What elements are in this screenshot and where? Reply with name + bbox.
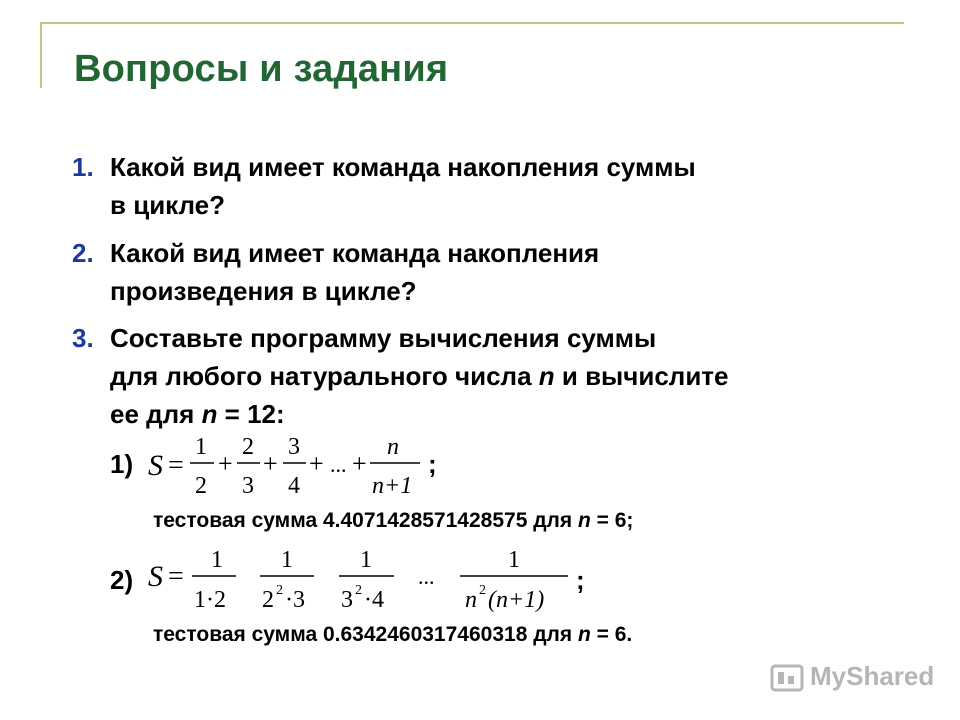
plus-sign: + — [352, 449, 367, 478]
text-run: и вычислите — [554, 361, 729, 391]
watermark-text: MyShared — [810, 661, 935, 691]
fraction-denominator-exponent: 2 — [479, 583, 486, 598]
question-1 — [72, 148, 696, 224]
question-text-line: Какой вид имеет команда накопления суммы — [110, 152, 696, 182]
text-run: тестовая сумма 0.6342460317460318 для — [153, 623, 578, 646]
fraction-numerator: 2 — [242, 434, 254, 460]
fraction-numerator: 1 — [195, 434, 207, 460]
fraction-numerator: 3 — [288, 434, 300, 460]
test-sum-1 — [153, 509, 633, 533]
question-text-line — [72, 395, 729, 433]
fraction-denominator: 4 — [288, 473, 300, 499]
question-3 — [72, 319, 729, 433]
slide-frame-top-line — [40, 22, 904, 24]
text-run: = 6; — [590, 509, 634, 532]
test-sum-2 — [153, 623, 632, 647]
fraction-denominator-exponent: 2 — [355, 583, 362, 598]
fraction-denominator: 3 — [242, 473, 254, 499]
slide-title: Вопросы и задания — [74, 48, 449, 90]
question-number: 1. — [72, 152, 94, 182]
formula-number: 1) — [110, 449, 134, 479]
fraction-denominator-base: 3 — [341, 587, 353, 613]
plus-sign: + — [309, 449, 324, 478]
plus-sign: + — [263, 449, 278, 478]
ellipsis: ... — [418, 564, 435, 589]
formula-symbol-s: S — [148, 449, 163, 482]
formula-symbol-s: S — [148, 560, 163, 593]
text-run: для любого натурального числа — [110, 361, 539, 391]
plus-sign: + — [218, 449, 233, 478]
fraction-denominator-tail: (n+1) — [488, 587, 545, 613]
question-text-line: произведения в цикле? — [110, 276, 417, 306]
question-text-line: в цикле? — [110, 190, 226, 220]
fraction-denominator: 2 — [195, 473, 207, 499]
fraction-numerator: 1 — [211, 547, 223, 573]
question-text-line — [72, 357, 729, 395]
formula-equals: = — [168, 561, 184, 592]
fraction-denominator-exponent: 2 — [276, 583, 283, 598]
question-text-line: Какой вид имеет команда накопления — [110, 238, 600, 268]
ellipsis: ... — [330, 452, 347, 477]
text-run: тестовая сумма 4.4071428571428575 для — [153, 509, 578, 532]
formula-2 — [148, 544, 578, 620]
question-number: 2. — [72, 238, 94, 268]
formula-number: 2) — [110, 565, 134, 595]
fraction-numerator: n — [387, 434, 399, 460]
fraction-denominator-base: 2 — [262, 587, 274, 613]
variable-n: n — [538, 361, 555, 391]
question-2 — [72, 234, 599, 310]
variable-n: n — [577, 623, 591, 646]
variable-n: n — [201, 399, 218, 429]
fraction-numerator: 1 — [360, 547, 372, 573]
fraction-numerator: 1 — [281, 547, 293, 573]
formula-2-semicolon: ; — [576, 565, 585, 595]
formula-1 — [148, 430, 428, 500]
fraction-denominator-base: n — [465, 587, 477, 613]
formula-equals: = — [168, 450, 184, 481]
variable-n: n — [577, 509, 591, 532]
fraction-denominator-tail: ·3 — [285, 587, 305, 613]
text-run: = 6. — [590, 623, 633, 646]
formula-1-semicolon: ; — [428, 449, 437, 479]
watermark-logo-icon — [768, 658, 808, 698]
fraction-numerator: 1 — [508, 547, 520, 573]
text-run: ее для — [110, 399, 202, 429]
fraction-denominator-tail: ·4 — [364, 587, 384, 613]
question-number: 3. — [72, 323, 94, 353]
question-text-line: Составьте программу вычисления суммы — [110, 323, 657, 353]
slide-frame-left-line — [40, 22, 42, 88]
fraction-denominator: 1·2 — [194, 587, 226, 613]
text-run: = 12: — [217, 399, 285, 429]
fraction-denominator: n+1 — [372, 473, 413, 499]
